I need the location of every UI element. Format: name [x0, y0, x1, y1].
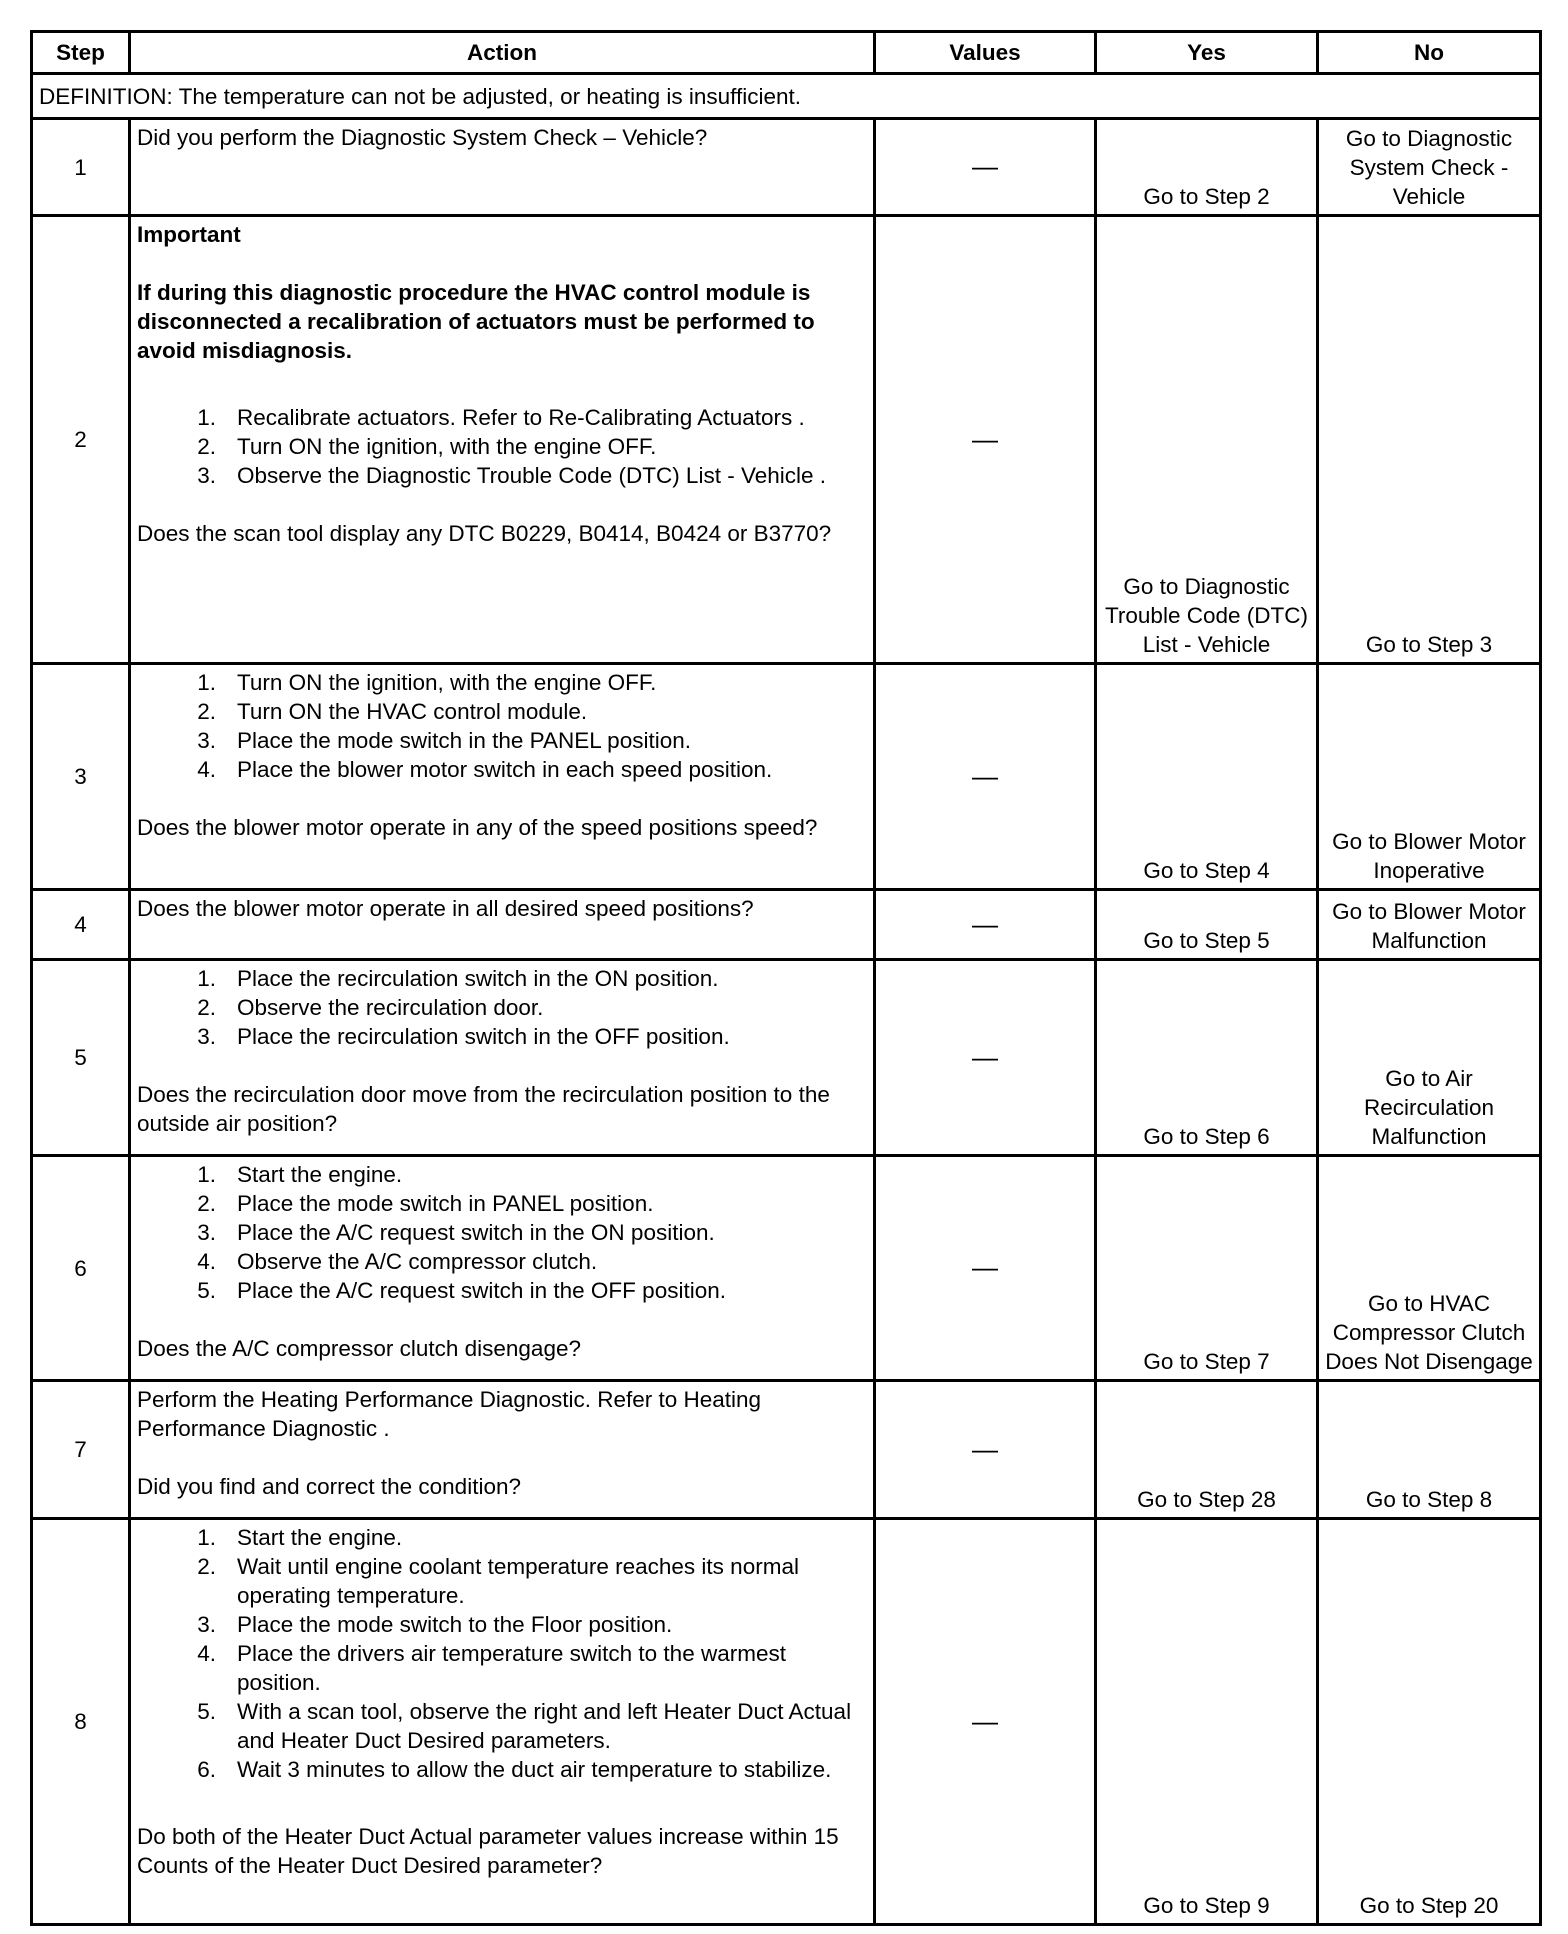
no-cell: Go to HVAC Compressor Clutch Does Not Disengage [1318, 1156, 1541, 1381]
step-number: 2 [32, 216, 130, 664]
table-row [32, 216, 1541, 664]
list-item: 3. Observe the Diagnostic Trouble Code (DTC) List - Vehicle . [197, 463, 826, 488]
list-item: 5. With a scan tool, observe the right and left Heater Duct Actual and Heater Duct Desired parameters. [197, 1699, 852, 1753]
no-cell: Go to Blower Motor Malfunction [1318, 890, 1541, 960]
step-number: 4 [32, 890, 130, 960]
action-list [137, 1523, 867, 1784]
list-item: 4. Place the blower motor switch in each speed position. [197, 757, 773, 782]
header-values: Values [875, 32, 1096, 74]
action-list [137, 403, 867, 490]
action-cell [130, 1519, 875, 1925]
no-cell: Go to Step 8 [1318, 1381, 1541, 1519]
yes-cell: Go to Diagnostic Trouble Code (DTC) List - Vehicle [1096, 216, 1318, 664]
value-cell [875, 119, 1096, 216]
yes-cell: Go to Step 5 [1096, 890, 1318, 960]
action-text: Perform the Heating Performance Diagnostic. Refer to Heating Performance Diagnostic . [137, 1387, 762, 1441]
list-item: 3. Place the mode switch to the Floor position. [197, 1612, 673, 1637]
value-dash: — [972, 423, 998, 454]
question-text: Do both of the Heater Duct Actual parameter values increase within 15 Counts of the Heater Duct Desired parameter? [137, 1824, 839, 1878]
step-number: 5 [32, 960, 130, 1156]
step-number: 7 [32, 1381, 130, 1519]
value-dash: — [972, 908, 998, 939]
question-text: Did you find and correct the condition? [137, 1474, 521, 1499]
value-cell [875, 216, 1096, 664]
yes-cell: Go to Step 4 [1096, 664, 1318, 890]
yes-cell: Go to Step 2 [1096, 119, 1318, 216]
value-cell [875, 664, 1096, 890]
header-step: Step [32, 32, 130, 74]
yes-cell: Go to Step 28 [1096, 1381, 1318, 1519]
no-cell: Go to Step 3 [1318, 216, 1541, 664]
question-text: Does the recirculation door move from the recirculation position to the outside air position? [137, 1082, 830, 1136]
value-cell [875, 1156, 1096, 1381]
list-item: 2. Place the mode switch in PANEL position. [197, 1191, 654, 1216]
action-cell [130, 1156, 875, 1381]
definition-row [32, 74, 1541, 119]
value-cell [875, 1381, 1096, 1519]
action-cell [130, 890, 875, 960]
value-dash: — [972, 1705, 998, 1736]
list-item: 2. Turn ON the HVAC control module. [197, 699, 588, 724]
list-item: 3. Place the mode switch in the PANEL position. [197, 728, 691, 753]
action-cell [130, 960, 875, 1156]
question-text: Does the scan tool display any DTC B0229, B0414, B0424 or B3770? [137, 521, 832, 546]
value-dash: — [972, 1041, 998, 1072]
no-cell: Go to Air Recirculation Malfunction [1318, 960, 1541, 1156]
list-item: 1. Place the recirculation switch in the ON position. [197, 966, 719, 991]
step-number: 6 [32, 1156, 130, 1381]
value-cell [875, 1519, 1096, 1925]
action-cell [130, 119, 875, 216]
list-item: 2. Turn ON the ignition, with the engine OFF. [197, 434, 657, 459]
table-row [32, 1519, 1541, 1925]
header-yes: Yes [1096, 32, 1318, 74]
no-cell: Go to Step 20 [1318, 1519, 1541, 1925]
table-row [32, 960, 1541, 1156]
important-title: Important [137, 222, 241, 247]
question-text: Does the blower motor operate in all desired speed positions? [137, 896, 754, 921]
important-text: If during this diagnostic procedure the HVAC control module is disconnected a recalibration of actuators must be performed to avoid misdiagnosis. [137, 280, 815, 363]
definition-text: DEFINITION: The temperature can not be adjusted, or heating is insufficient. [32, 74, 1541, 119]
no-cell: Go to Blower Motor Inoperative [1318, 664, 1541, 890]
step-number: 3 [32, 664, 130, 890]
list-item: 2. Wait until engine coolant temperature reaches its normal operating temperature. [197, 1554, 799, 1608]
diagnostic-table-container [30, 30, 1542, 1926]
question-text: Does the A/C compressor clutch disengage? [137, 1336, 581, 1361]
value-dash: — [972, 1252, 998, 1282]
list-item: 4. Place the drivers air temperature switch to the warmest position. [197, 1641, 786, 1695]
header-no: No [1318, 32, 1541, 74]
value-cell [875, 960, 1096, 1156]
question-text: Does the blower motor operate in any of the speed positions speed? [137, 815, 818, 840]
list-item: 2. Observe the recirculation door. [197, 995, 544, 1020]
action-cell [130, 1381, 875, 1519]
action-list [137, 964, 867, 1051]
table-row [32, 664, 1541, 890]
value-cell [875, 890, 1096, 960]
list-item: 4. Observe the A/C compressor clutch. [197, 1249, 598, 1274]
yes-cell: Go to Step 9 [1096, 1519, 1318, 1925]
list-item: 3. Place the A/C request switch in the ON position. [197, 1220, 715, 1245]
diagnostic-table [30, 30, 1542, 1926]
no-cell: Go to Diagnostic System Check - Vehicle [1318, 119, 1541, 216]
table-row [32, 119, 1541, 216]
action-cell [130, 664, 875, 890]
action-list [137, 1160, 867, 1305]
list-item: 1. Turn ON the ignition, with the engine OFF. [197, 670, 657, 695]
action-list [137, 668, 867, 784]
list-item: 5. Place the A/C request switch in the OFF position. [197, 1278, 726, 1303]
list-item: 6. Wait 3 minutes to allow the duct air temperature to stabilize. [197, 1757, 832, 1782]
list-item: 1. Recalibrate actuators. Refer to Re-Calibrating Actuators . [197, 405, 805, 430]
yes-cell: Go to Step 7 [1096, 1156, 1318, 1381]
question-text: Did you perform the Diagnostic System Check – Vehicle? [137, 125, 708, 150]
value-dash: — [972, 151, 998, 181]
header-row [32, 32, 1541, 74]
action-cell [130, 216, 875, 664]
table-row [32, 1156, 1541, 1381]
list-item: 3. Place the recirculation switch in the OFF position. [197, 1024, 730, 1049]
value-dash: — [972, 760, 998, 791]
table-row [32, 1381, 1541, 1519]
list-item: 1. Start the engine. [197, 1525, 403, 1550]
step-number: 8 [32, 1519, 130, 1925]
table-row [32, 890, 1541, 960]
header-action: Action [130, 32, 875, 74]
step-number: 1 [32, 119, 130, 216]
yes-cell: Go to Step 6 [1096, 960, 1318, 1156]
value-dash: — [972, 1433, 998, 1464]
list-item: 1. Start the engine. [197, 1162, 403, 1187]
